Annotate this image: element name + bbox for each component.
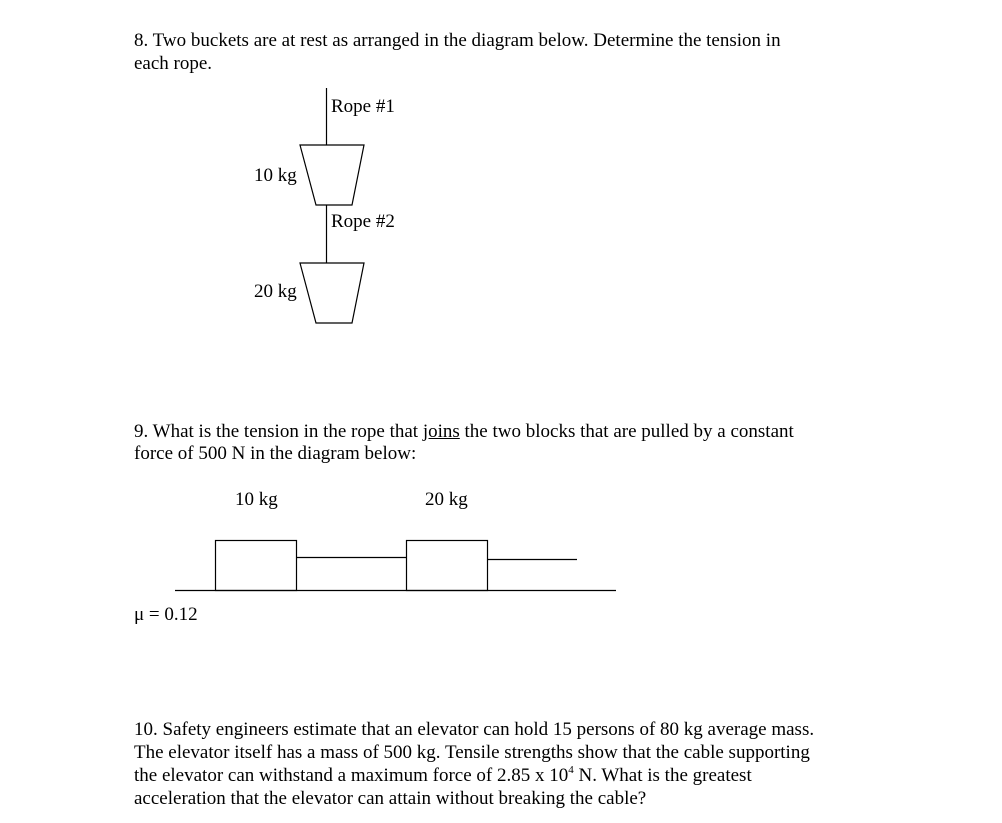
rope1-label: Rope #1 [331,96,395,117]
q10-exponent: 4 [568,764,574,776]
q9-line-1-post: the two blocks that are pulled by a constant [459,421,794,442]
q10-line-3-post: N. What is the greatest [573,765,752,786]
q10-line-2: The elevator itself has a mass of 500 kg. Tensile strengths show that the cable supporting [134,742,810,763]
bucket-1 [300,145,364,205]
bucket1-mass-label: 10 kg [254,165,297,186]
q8-line-2: each rope. [134,53,213,74]
q10-line-1: 10. Safety engineers estimate that an elevator can hold 15 persons of 80 kg average mass. [134,719,815,740]
q9-line-1-pre: 9. What is the tension in the rope that [134,421,423,442]
q10-line-3 [134,764,752,787]
friction-coefficient: μ = 0.12 [134,604,198,625]
rope2-label: Rope #2 [331,211,395,232]
q10-line-3-pre: the elevator can withstand a maximum force of 2.85 x 10 [134,765,569,786]
q8-line-1: 8. Two buckets are at rest as arranged in the diagram below. Determine the tension in [134,30,781,51]
bucket-2 [300,263,364,323]
block-1 [216,541,297,591]
bucket2-mass-label: 20 kg [254,281,297,302]
q9-line-2: force of 500 N in the diagram below: [134,443,417,464]
block1-mass-label: 10 kg [235,489,278,510]
q9-line-1 [134,420,794,443]
q9-joins-underlined: joins [422,421,460,442]
q10-line-4: acceleration that the elevator can attain without breaking the cable? [134,788,647,809]
block2-mass-label: 20 kg [425,489,468,510]
block-2 [407,541,488,591]
